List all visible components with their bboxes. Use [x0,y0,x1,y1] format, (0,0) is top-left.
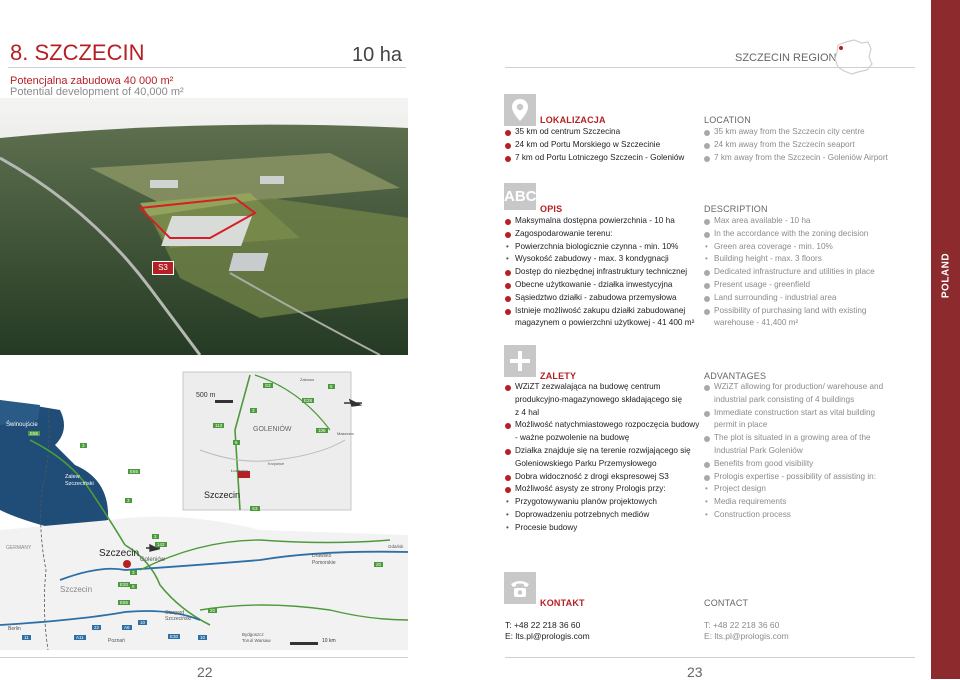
list-item: Land surrounding - industrial area [704,292,875,305]
map-road-badge: 11 [24,635,29,640]
list-item: Industrial Park Goleniów [714,445,803,455]
list-item: z 4 hal [515,407,540,417]
map-road-badge: E65 [30,431,39,436]
map-road-badge: E65 [120,600,129,605]
plus-icon [504,345,536,377]
map-label-drawsko: Drawsko Pomorskie [312,553,336,566]
map-road-badge: 113 [215,423,223,428]
list-item: Dobra widoczność z drogi ekspresowej S3 [505,471,699,484]
map-road-badge: 10 [140,620,146,625]
advantages-heading-pl: ZALETY [540,371,577,381]
description-heading-pl: OPIS [540,204,563,214]
map-label-maszewo: Maszewo [337,431,354,436]
location-map [0,370,408,650]
abc-icon: ABC [504,183,536,210]
contact-heading-en: CONTACT [704,598,749,608]
list-item: 35 km away from the Szczecin city centre [704,126,888,139]
map-label-stargard: Stargard Szczeciński [165,610,192,622]
contact-pl [505,620,590,642]
list-item: Immediate construction start as vital building [704,407,883,420]
map-road-badge: 20 [210,608,216,613]
contact-email-en[interactable]: E: lts.pl@prologis.com [704,631,789,641]
map-road-badge: E30 [170,634,179,639]
map-label-germany: GERMANY [6,545,32,551]
description-list-en [704,215,875,330]
map-label-szczecin-lower: Szczecin [60,585,93,594]
list-item: 7 km away from the Szczecin - Goleniów Airport [704,152,888,165]
map-road-badge: 20 [376,562,382,567]
map-label-szczecin-arrow: Szczecin [204,490,241,500]
header-divider-left [8,67,406,68]
contact-phone-en: T: +48 22 218 36 60 [704,620,780,630]
map-road-badge: 3 [127,498,130,503]
list-item: • Building height - max. 3 floors [704,253,875,266]
list-item: industrial park consisting of 4 buildings [714,394,855,404]
page-title: 8. SZCZECIN [10,40,145,65]
description-list-pl [505,215,694,330]
phone-icon [504,572,536,604]
advantages-list-en [704,381,883,522]
list-item: Maksymalna dostępna powierzchnia - 10 ha [505,215,694,228]
list-item: • Procesie budowy [505,522,699,535]
map-road-badge: 6 [235,440,238,445]
map-label-berlin: Berlin [8,626,21,632]
list-item: Zagospodarowanie terenu: [505,228,694,241]
list-item: In the accordance with the zoning decision [704,228,875,241]
map-label-lozienica: Łozienica [231,468,248,473]
list-item: 24 km away from the Szczecin seaport [704,139,888,152]
list-item: Możliwość natychmiastowego rozpoczęcia budowy [505,419,699,432]
list-item: Possibility of purchasing land with existing [704,305,875,318]
list-item: Możliwość asysty ze strony Prologis przy: [505,483,699,496]
map-road-badge: 10 [200,635,206,640]
aerial-photo [0,98,408,355]
description-heading-en: DESCRIPTION [704,204,768,214]
list-item: Działka znajduje się na terenie rozwijającego się [505,445,699,458]
map-label-gdansk: Gdańsk [388,544,404,549]
map-road-badge: 106 [318,428,326,433]
map-label-szczecin-main: Szczecin [99,548,140,559]
map-road-badge: A11 [76,635,84,640]
map-label-zalew [65,474,94,488]
list-item: • Powierzchnia biologicznie czynna - min. 10% [505,241,694,254]
list-item: Goleniowskiego Parku Przemysłowego [515,458,657,468]
list-item: • Przygotowywaniu planów projektowych [505,496,699,509]
location-pin-icon [504,94,536,126]
map-road-badge: 6 [132,584,135,589]
map-road-badge: E20 [120,582,129,587]
map-road-badge: 6 [330,384,333,389]
area-size: 10 ha [352,44,403,66]
list-item: Istnieje możliwość zakupu działki zabudowanej [505,305,694,318]
subtitle-en: Potential development of 40,000 m² [10,86,184,98]
list-item: WZiZT allowing for production/ warehouse and [704,381,883,394]
footer-divider-right [505,657,915,658]
page-number-left: 22 [197,664,213,680]
advantages-list-pl [505,381,699,535]
map-road-badge: 22 [94,625,100,630]
contact-heading-pl: KONTAKT [540,598,585,608]
map-label-swinoujscie: Świnoujście [6,422,38,428]
map-road-badge: 3 [82,443,85,448]
map-scale-500m: 500 m [196,392,216,399]
map-road-badge: 3 [154,534,157,539]
map-label-zabowo: Żabowo [300,377,315,382]
map-road-badge: 3 [132,570,135,575]
list-item: • Green area coverage - min. 10% [704,241,875,254]
list-item: Prologis expertise - possibility of assisting in: [704,471,883,484]
contact-phone-pl: T: +48 22 218 36 60 [505,620,581,630]
list-item: magazynem o powierzchni użytkowej - 41 400 m² [515,318,695,328]
map-road-badge: S3 [252,506,258,511]
location-list-pl [505,126,684,164]
list-item: Benefits from good visibility [704,458,883,471]
list-item: Dedicated infrastructure and utilities in place [704,266,875,279]
list-item: 35 km od centrum Szczecina [505,126,684,139]
location-list-en [704,126,888,164]
map-scale-10km: 10 km [322,638,336,644]
map-label-goleniow-small: Goleniów [140,557,166,563]
region-title: SZCZECIN REGION [735,52,837,64]
list-item: Dostęp do niezbędnej infrastruktury technicznej [505,266,694,279]
poland-map-icon [832,37,874,77]
map-road-badge: E65 [130,469,139,474]
map-road-badge: 3 [252,408,255,413]
location-heading-pl: LOKALIZACJA [540,115,606,125]
contact-en [704,620,789,642]
sidebar-label: POLAND [940,252,952,299]
map-road-badge: 142 [157,542,165,547]
list-item: Max area available - 10 ha [704,215,875,228]
list-item: WZiZT zezwalająca na budowę centrum [505,381,699,394]
page-number-right: 23 [687,664,703,680]
list-item: Obecne użytkowanie - działka inwestycyjna [505,279,694,292]
location-heading-en: LOCATION [704,115,751,125]
list-item: • Project design [704,483,883,496]
list-item: The plot is situated in a growing area of the [704,432,883,445]
list-item: • Media requirements [704,496,883,509]
subtitle-pl: Potencjalna zabudowa 40 000 m² [10,75,174,87]
list-item: Present usage - greenfield [704,279,875,292]
map-road-badge: A6 [124,625,130,630]
advantages-heading-en: ADVANTAGES [704,371,767,381]
map-label-krzywice: Krzywice [268,461,285,466]
map-label-bydgoszcz: Bydgoszcz Toruń Warsaw [242,632,271,643]
road-badge-s3: S3 [152,261,174,275]
map-label-poznan: Poznań [108,638,125,644]
zalew-line2: Szczeciński [65,481,94,487]
list-item: Sąsiedztwo działki - zabudowa przemysłowa [505,292,694,305]
map-label-goleniow: GOLENIÓW [253,426,292,433]
map-road-badge: S3 [265,383,271,388]
list-item: - ważne pozwolenie na budowę [515,433,630,443]
map-road-badge: E28 [304,398,313,403]
contact-email-pl[interactable]: E: lts.pl@prologis.com [505,631,590,641]
country-sidebar [931,0,960,679]
list-item: 7 km od Portu Lotniczego Szczecin - Goleniów [505,152,684,165]
list-item: produkcyjno-magazynowego składającego się [515,394,683,404]
list-item: warehouse - 41,400 m² [714,318,799,328]
footer-divider-left [0,657,408,658]
list-item: • Construction process [704,509,883,522]
list-item: • Doprowadzeniu potrzebnych mediów [505,509,699,522]
zalew-line1: Zalew [65,474,80,480]
list-item: • Wysokość zabudowy - max. 3 kondygnacji [505,253,694,266]
list-item: permit in place [714,420,768,430]
list-item: 24 km od Portu Morskiego w Szczecinie [505,139,684,152]
